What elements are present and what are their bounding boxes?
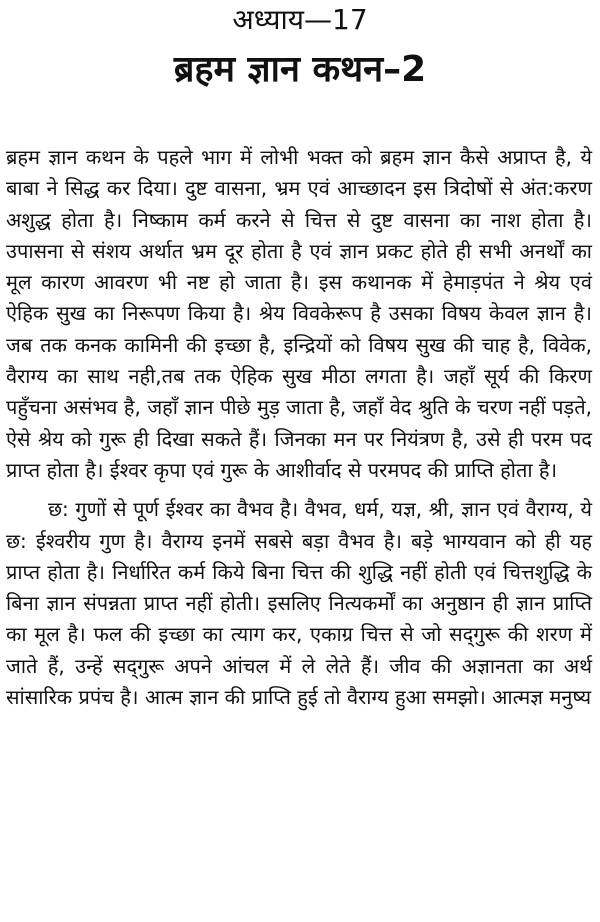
paragraph-2: छ: गुणों से पूर्ण ईश्वर का वैभव है। वैभव, धर्म, यज्ञ, श्री, ज्ञान एवं वैराग्य, ये छ: ईश्वरीय गुण है। वैराग्य इनमें सबसे बड़ा वैभव है। बड़े भाग्यवान को ही यह प्राप्त होता है। निर्धारित कर्म किये बिना चित्त की शुद्धि नहीं होती एवं चित्तशुद्धि के बिना ज्ञान संपन्नता प्राप्त नहीं होती। इसलिए नित्यकर्मों का अनुष्ठान ही ज्ञान प्राप्ति का मूल है। फल की इच्छा का त्याग कर, एकाग्र चित्त से जो सद्‌गुरू की शरण में जाते हैं, उन्हें सद्‌गुरू अपने आंचल में ले लेते हैं। जीव की अज्ञानता का अर्थ सांसारिक प्रपंच है। आत्म ज्ञान की प्राप्ति हुई तो वैराग्य हुआ समझो। आत्मज्ञ मनुष्य: [6, 497, 592, 710]
paragraph-1: ब्रहम ज्ञान कथन के पहले भाग में लोभी भक्त को ब्रहम ज्ञान कैसे अप्राप्त है, ये बाबा ने सिद्ध कर दिया। दुष्ट वासना, भ्रम एवं आच्छादन इस त्रिदोषों से अंत:करण अशुद्ध होता है। निष्काम कर्म करने से चित्त से दुष्ट वासना का नाश होता है। उपासना से संशय अर्थात भ्रम दूर होता है एवं ज्ञान प्रकट होते ही सभी अनर्थों का मूल कारण आवरण भी नष्ट हो जाता है। इस कथानक में हेमाड़पंत ने श्रेय एवं ऐहिक सुख का निरूपण किया है। श्रेय विवकेरूप है उसका विषय केवल ज्ञान है। जब तक कनक कामिनी की इच्छा है, इन्द्रियों को विषय सुख की चाह है, विवेक, वैराग्य का साथ नही,तब तक ऐहिक सुख मीठा लगता है। जहाँ सूर्य की किरण पहुँचना असंभव है, जहाँ ज्ञान पीछे मुड़ जाता है, जहाँ वेद श्रुति के चरण नहीं पड़ते, ऐसे श्रेय को गुरू ही दिखा सकते हैं। जिनका मन पर नियंत्रण है, उसे ही परम पद प्राप्त होता है। ईश्वर कृपा एवं गुरू के आशीर्वाद से परमपद की प्राप्ति होता है।: [6, 145, 592, 482]
chapter-title: ब्रहम ज्ञान कथन–2: [173, 49, 427, 90]
chapter-number-label: अध्याय—17: [232, 3, 368, 36]
body-text: [6, 142, 592, 713]
